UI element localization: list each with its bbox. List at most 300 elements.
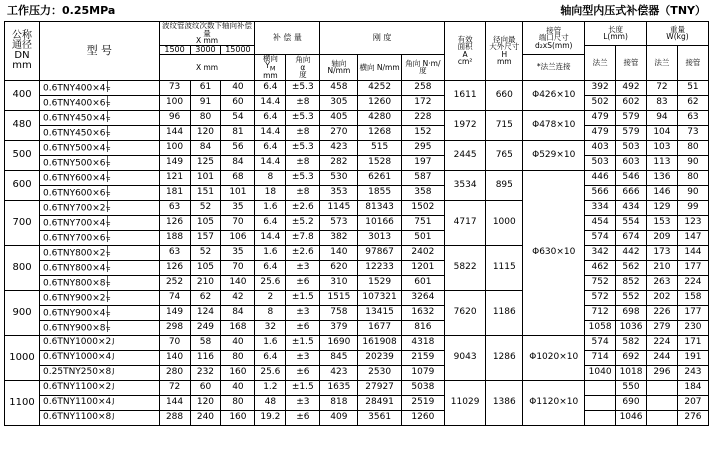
cell-model: 0.6TNY450×6 J F [40,125,160,140]
cell-x3000: 232 [190,365,221,380]
cell-axial-rigidity: 310 [320,275,358,290]
cell-length-flange: 572 [585,290,616,305]
cell-effective-area: 9043 [445,335,486,380]
col-model: 型 号 [40,22,160,81]
cell-weight-flange [646,380,677,395]
cell-weight-pipe: 276 [677,410,708,425]
cell-outer-dimension: 1286 [486,335,523,380]
cell-weight-flange: 94 [646,110,677,125]
cell-angular: ±6 [286,365,320,380]
cell-lateral: 1.6 [255,335,286,350]
cell-length-pipe: 552 [616,290,647,305]
cell-x3000: 116 [190,350,221,365]
cell-length-pipe: 442 [616,245,647,260]
col-connection-size: 接管 端口尺寸 d₂xS(mm) [523,22,585,55]
cell-model: 0.6TNY400×4 J F [40,80,160,95]
cell-lateral-rigidity: 3013 [358,230,401,245]
cell-x1500: 73 [159,80,190,95]
cell-lateral-rigidity: 1855 [358,185,401,200]
cell-x1500: 149 [159,155,190,170]
cell-x15000: 56 [221,140,255,155]
cell-weight-flange: 113 [646,155,677,170]
cell-lateral: 8 [255,170,286,185]
cell-weight-flange: 209 [646,230,677,245]
cell-outer-dimension: 765 [486,140,523,170]
cell-lateral-rigidity: 2530 [358,365,401,380]
cell-lateral-rigidity: 12233 [358,260,401,275]
col-rigidity-group: 刚 度 [320,22,445,55]
cell-x3000: 240 [190,410,221,425]
cell-length-pipe: 582 [616,335,647,350]
cell-axial-rigidity: 1145 [320,200,358,215]
cell-length-flange: 566 [585,185,616,200]
cell-axial-rigidity: 1635 [320,380,358,395]
cell-effective-area: 5822 [445,245,486,290]
table-row [5,275,709,290]
cell-dn: 700 [5,200,40,245]
cell-weight-flange: 72 [646,80,677,95]
cell-outer-dimension: 1186 [486,290,523,335]
cell-axial-rigidity: 270 [320,125,358,140]
cell-length-flange: 479 [585,125,616,140]
col-effective-area: 有效 面积 A cm² [445,22,486,81]
cell-length-pipe: 698 [616,305,647,320]
cell-axial-rigidity: 530 [320,170,358,185]
working-pressure-label: 工作压力：0.25MPa [7,4,116,17]
cell-angular-rigidity: 816 [401,320,444,335]
cell-model: 0.6TNY1000×4 J [40,350,160,365]
cell-model: 0.6TNY800×8 J F [40,275,160,290]
cell-length-pipe: 602 [616,95,647,110]
cell-lateral: 2 [255,290,286,305]
col-length-flange: 法兰 [585,45,616,80]
cell-angular: ±8 [286,95,320,110]
cell-weight-flange: 224 [646,335,677,350]
cell-axial-rigidity: 620 [320,260,358,275]
cell-model: 0.6TNY700×4 J F [40,215,160,230]
col-outer-dimension: 径向最 大外尺寸 H mm [486,22,523,81]
cell-weight-pipe: 184 [677,380,708,395]
cell-lateral: 19.2 [255,410,286,425]
cell-x3000: 58 [190,335,221,350]
cell-lateral-rigidity: 1529 [358,275,401,290]
cell-weight-pipe: 51 [677,80,708,95]
cell-length-pipe: 1046 [616,410,647,425]
cell-length-pipe: 666 [616,185,647,200]
cell-length-pipe: 434 [616,200,647,215]
cell-weight-flange: 136 [646,170,677,185]
cell-length-flange: 503 [585,155,616,170]
cell-length-flange: 392 [585,80,616,95]
cell-angular: ±5.3 [286,110,320,125]
cell-lateral: 6.4 [255,260,286,275]
cell-model: 0.6TNY600×4 J F [40,170,160,185]
cell-lateral-rigidity: 6261 [358,170,401,185]
cell-weight-flange: 129 [646,200,677,215]
cell-weight-flange: 244 [646,350,677,365]
cell-x3000: 157 [190,230,221,245]
cell-model: 0.6TNY800×4 J F [40,260,160,275]
cell-model: 0.6TNY900×4 J F [40,305,160,320]
cell-angular: ±5.2 [286,215,320,230]
cell-length-pipe: 546 [616,170,647,185]
cell-lateral-rigidity: 4252 [358,80,401,95]
cell-x3000: 60 [190,380,221,395]
cell-x15000: 84 [221,155,255,170]
cell-angular-rigidity: 1502 [401,200,444,215]
cell-x15000: 84 [221,305,255,320]
cell-x15000: 40 [221,380,255,395]
cell-angular: ±2.6 [286,245,320,260]
table-row [5,125,709,140]
cell-angular-rigidity: 4318 [401,335,444,350]
cell-lateral: 6.4 [255,110,286,125]
cell-x3000: 91 [190,95,221,110]
cell-angular: ±3 [286,350,320,365]
cell-weight-flange: 263 [646,275,677,290]
cell-x15000: 168 [221,320,255,335]
cell-angular: ±3 [286,260,320,275]
cell-weight-flange: 202 [646,290,677,305]
cell-model: 0.6TNY500×6 J F [40,155,160,170]
cell-lateral-rigidity: 3561 [358,410,401,425]
cell-axial-rigidity: 382 [320,230,358,245]
cell-angular-rigidity: 2519 [401,395,444,410]
cell-lateral-rigidity: 20239 [358,350,401,365]
cell-dn: 800 [5,245,40,290]
cell-model: 0.6TNY700×2 J F [40,200,160,215]
cell-axial-rigidity: 845 [320,350,358,365]
cell-x15000: 81 [221,125,255,140]
cell-x15000: 35 [221,245,255,260]
cell-x1500: 149 [159,305,190,320]
cell-lateral-rigidity: 10166 [358,215,401,230]
cell-x15000: 54 [221,110,255,125]
page-header [4,0,709,21]
cell-weight-pipe: 147 [677,230,708,245]
spec-table [4,21,709,426]
cell-angular: ±6 [286,275,320,290]
table-row [5,140,709,155]
cell-lateral: 32 [255,320,286,335]
cell-length-pipe: 1018 [616,365,647,380]
cell-outer-dimension: 1000 [486,200,523,245]
cell-weight-flange: 173 [646,245,677,260]
cell-angular-rigidity: 1079 [401,365,444,380]
cell-angular: ±1.5 [286,380,320,395]
cell-length-pipe: 579 [616,110,647,125]
cell-x3000: 249 [190,320,221,335]
cell-lateral: 48 [255,395,286,410]
cell-length-pipe: 503 [616,140,647,155]
cell-x15000: 35 [221,200,255,215]
cell-lateral-rigidity: 13415 [358,305,401,320]
cell-lateral: 1.6 [255,245,286,260]
cell-x15000: 140 [221,275,255,290]
cell-x1500: 63 [159,245,190,260]
cell-angular-rigidity: 751 [401,215,444,230]
cell-lateral: 14.4 [255,125,286,140]
table-row [5,230,709,245]
cell-weight-flange [646,395,677,410]
cell-axial-rigidity: 282 [320,155,358,170]
cell-effective-area: 11029 [445,380,486,425]
cell-length-flange [585,380,616,395]
cell-weight-flange: 104 [646,125,677,140]
cell-outer-dimension: 715 [486,110,523,140]
cell-weight-pipe: 63 [677,110,708,125]
cell-weight-flange [646,410,677,425]
cell-axial-rigidity: 353 [320,185,358,200]
cell-x1500: 140 [159,350,190,365]
header-row-1 [5,22,709,46]
cell-weight-pipe: 224 [677,275,708,290]
cell-length-pipe: 579 [616,125,647,140]
cell-x3000: 84 [190,140,221,155]
cell-length-flange: 574 [585,230,616,245]
cell-length-pipe: 492 [616,80,647,95]
cell-x1500: 72 [159,380,190,395]
cell-angular-rigidity: 172 [401,95,444,110]
table-row [5,80,709,95]
cell-dn: 400 [5,80,40,110]
cell-dn: 1100 [5,380,40,425]
cell-x1500: 70 [159,335,190,350]
table-row [5,200,709,215]
cell-weight-pipe: 177 [677,260,708,275]
table-row [5,335,709,350]
cell-x15000: 101 [221,185,255,200]
cell-weight-pipe: 90 [677,155,708,170]
cell-effective-area: 2445 [445,140,486,170]
cell-weight-pipe: 191 [677,350,708,365]
cell-model: 0.6TNY1100×4 J [40,395,160,410]
cell-length-pipe: 852 [616,275,647,290]
cell-weight-pipe: 73 [677,125,708,140]
cell-angular-rigidity: 228 [401,110,444,125]
cell-lateral-rigidity: 1260 [358,95,401,110]
cell-lateral-rigidity: 1528 [358,155,401,170]
cell-length-pipe: 1036 [616,320,647,335]
col-lateral: 横向 $Y_M$ mm [255,54,286,80]
col-flange-connection: *法兰连接 [523,54,585,80]
cell-x1500: 96 [159,110,190,125]
cell-x15000: 70 [221,215,255,230]
cell-angular-rigidity: 501 [401,230,444,245]
cell-axial-rigidity: 573 [320,215,358,230]
cell-x1500: 144 [159,395,190,410]
table-row [5,410,709,425]
cell-x1500: 74 [159,290,190,305]
cell-angular: ±3 [286,395,320,410]
cell-x1500: 252 [159,275,190,290]
cell-length-flange: 342 [585,245,616,260]
cell-model: 0.6TNY1100×2 J [40,380,160,395]
col-angular-rigidity: 角向 N·m/度 [401,54,444,80]
cell-weight-pipe: 62 [677,95,708,110]
col-axial-rigidity: 轴向 N/mm [320,54,358,80]
cell-lateral: 14.4 [255,95,286,110]
cell-connection-size: Φ1020×10 [523,335,585,380]
cell-x3000: 101 [190,170,221,185]
cell-axial-rigidity: 423 [320,365,358,380]
cell-angular-rigidity: 601 [401,275,444,290]
cell-axial-rigidity: 1690 [320,335,358,350]
cell-length-pipe: 550 [616,380,647,395]
cell-outer-dimension: 660 [486,80,523,110]
cell-axial-rigidity: 458 [320,80,358,95]
cell-weight-pipe: 80 [677,140,708,155]
cell-axial-rigidity: 818 [320,395,358,410]
cell-length-flange: 1040 [585,365,616,380]
table-row [5,260,709,275]
cell-lateral-rigidity: 81343 [358,200,401,215]
cell-connection-size: Φ426×10 [523,80,585,110]
cell-connection-size: Φ529×10 [523,140,585,170]
cell-weight-pipe: 80 [677,170,708,185]
cell-angular: ±5.3 [286,170,320,185]
cell-lateral-rigidity: 1268 [358,125,401,140]
table-row [5,320,709,335]
cell-angular: ±2.6 [286,200,320,215]
cell-lateral-rigidity: 28491 [358,395,401,410]
cell-weight-flange: 296 [646,365,677,380]
cell-x3000: 52 [190,245,221,260]
cell-lateral: 6.4 [255,80,286,95]
cell-x15000: 60 [221,95,255,110]
cell-angular-rigidity: 1260 [401,410,444,425]
table-row [5,395,709,410]
cell-x1500: 188 [159,230,190,245]
cell-outer-dimension: 1386 [486,380,523,425]
cell-angular: ±1.5 [286,290,320,305]
cell-x1500: 298 [159,320,190,335]
cell-angular-rigidity: 295 [401,140,444,155]
cell-length-pipe: 562 [616,260,647,275]
cell-length-flange: 712 [585,305,616,320]
cell-x1500: 63 [159,200,190,215]
cell-model: 0.6TNY450×4 J F [40,110,160,125]
cell-x3000: 124 [190,305,221,320]
cell-weight-pipe: 144 [677,245,708,260]
cell-x15000: 40 [221,80,255,95]
cell-angular-rigidity: 1201 [401,260,444,275]
cell-dn: 480 [5,110,40,140]
cell-lateral-rigidity: 97867 [358,245,401,260]
cell-weight-pipe: 90 [677,185,708,200]
cell-lateral: 18 [255,185,286,200]
cell-dn: 900 [5,290,40,335]
cell-length-flange: 502 [585,95,616,110]
cell-model: 0.6TNY400×6 J F [40,95,160,110]
cell-weight-flange: 279 [646,320,677,335]
cell-length-flange: 752 [585,275,616,290]
col-stiffness-group: 波纹管波纹次数下轴向补偿量 X mm [159,22,255,46]
table-row [5,110,709,125]
cell-x3000: 151 [190,185,221,200]
cell-length-flange: 574 [585,335,616,350]
cell-lateral: 25.6 [255,275,286,290]
cell-x3000: 125 [190,155,221,170]
cell-angular: ±8 [286,185,320,200]
cell-connection-size: Φ1120×10 [523,380,585,425]
table-row [5,95,709,110]
cell-effective-area: 7620 [445,290,486,335]
cell-axial-rigidity: 140 [320,245,358,260]
col-stiffness-note: X mm [159,54,255,80]
table-row [5,170,709,185]
cell-x1500: 144 [159,125,190,140]
cell-angular: ±8 [286,155,320,170]
cell-length-pipe: 690 [616,395,647,410]
cell-x1500: 126 [159,260,190,275]
col-length-group: 长度 L(mm) [585,22,647,46]
col-length-pipe: 接管 [616,45,647,80]
cell-model: 0.6TNY1100×8 J [40,410,160,425]
cell-weight-flange: 146 [646,185,677,200]
cell-weight-flange: 226 [646,305,677,320]
cell-length-flange: 479 [585,110,616,125]
col-x3000: 3000 [190,45,221,54]
cell-x3000: 210 [190,275,221,290]
cell-model: 0.6TNY1000×2 J [40,335,160,350]
cell-lateral-rigidity: 1677 [358,320,401,335]
cell-angular-rigidity: 3264 [401,290,444,305]
cell-connection-size: Φ630×10 [523,170,585,335]
cell-angular: ±8 [286,125,320,140]
cell-dn: 1000 [5,335,40,380]
col-dn: 公称 通径 DN mm [5,22,40,81]
cell-length-flange: 334 [585,200,616,215]
cell-lateral: 1.6 [255,200,286,215]
cell-length-flange: 403 [585,140,616,155]
cell-x3000: 105 [190,260,221,275]
cell-connection-size: Φ478×10 [523,110,585,140]
cell-axial-rigidity: 305 [320,95,358,110]
cell-model: 0.6TNY700×6 J F [40,230,160,245]
cell-length-pipe: 603 [616,155,647,170]
table-row [5,350,709,365]
cell-x15000: 40 [221,335,255,350]
cell-axial-rigidity: 1515 [320,290,358,305]
cell-dn: 600 [5,170,40,200]
cell-effective-area: 4717 [445,200,486,245]
cell-lateral: 8 [255,305,286,320]
cell-x3000: 105 [190,215,221,230]
cell-angular: ±3 [286,305,320,320]
cell-outer-dimension: 1115 [486,245,523,290]
table-row [5,365,709,380]
cell-model: 0.6TNY800×2 J F [40,245,160,260]
cell-weight-pipe: 158 [677,290,708,305]
cell-x1500: 288 [159,410,190,425]
col-x1500: 1500 [159,45,190,54]
cell-angular: ±5.3 [286,80,320,95]
cell-x1500: 126 [159,215,190,230]
cell-lateral: 14.4 [255,230,286,245]
cell-effective-area: 1611 [445,80,486,110]
cell-angular-rigidity: 197 [401,155,444,170]
cell-axial-rigidity: 405 [320,110,358,125]
col-weight-pipe: 接管 [677,45,708,80]
cell-lateral-rigidity: 161908 [358,335,401,350]
cell-x3000: 120 [190,395,221,410]
cell-weight-pipe: 177 [677,305,708,320]
col-compensation-group: 补 偿 量 [255,22,320,55]
cell-x15000: 106 [221,230,255,245]
cell-x15000: 160 [221,365,255,380]
cell-x3000: 80 [190,110,221,125]
